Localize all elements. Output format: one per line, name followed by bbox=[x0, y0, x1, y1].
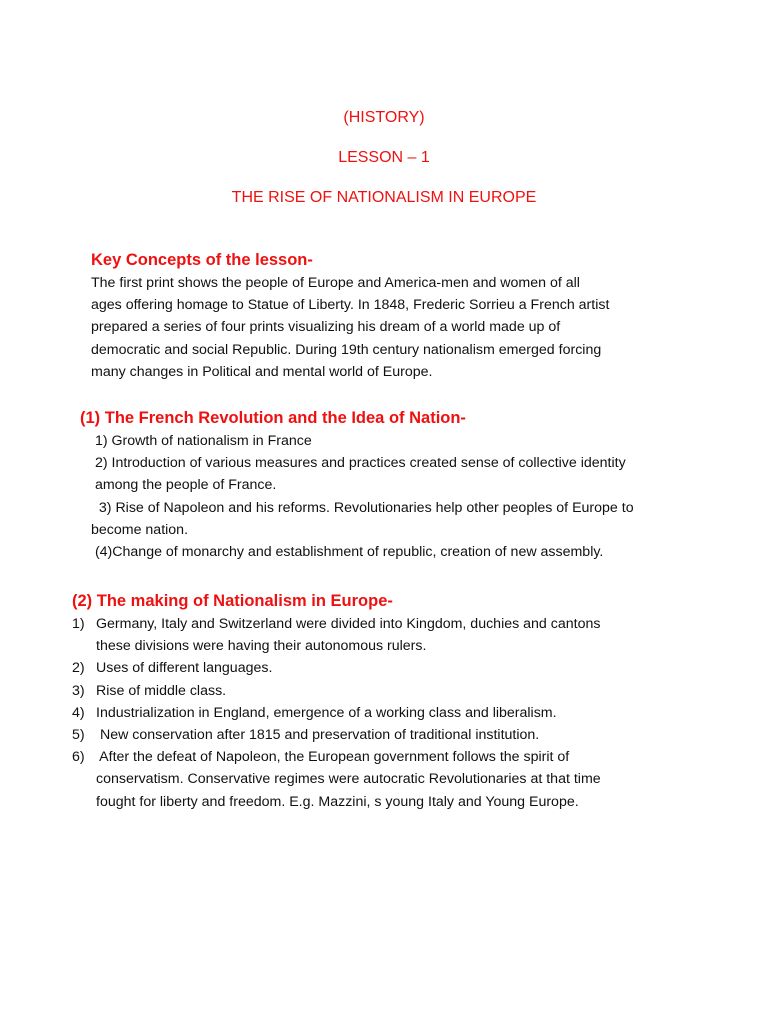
list-item bbox=[72, 657, 692, 679]
list-item bbox=[72, 613, 692, 657]
list-item bbox=[72, 680, 692, 702]
list-item bbox=[72, 724, 692, 746]
section1-item: 1) Growth of nationalism in France bbox=[91, 433, 312, 449]
list-item-text: these divisions were having their autonomous rulers. bbox=[96, 638, 427, 655]
paragraph-line: ages offering homage to Statue of Liberty. In 1848, Frederic Sorrieu a French artist bbox=[91, 297, 610, 314]
section1-item: 3) Rise of Napoleon and his reforms. Revolutionaries help other peoples of Europe to bbox=[91, 499, 634, 516]
section1-list bbox=[91, 430, 716, 563]
lesson-title: LESSON – 1 bbox=[338, 149, 430, 166]
paragraph-line: The first print shows the people of Europe and America-men and women of all bbox=[91, 275, 580, 291]
subject-title: (HISTORY) bbox=[343, 109, 425, 126]
list-item-number: 5) bbox=[72, 727, 85, 744]
list-item-text: Rise of middle class. bbox=[96, 682, 227, 699]
section1-item: 2) Introduction of various measures and practices created sense of collective identity bbox=[91, 455, 626, 472]
list-item-number: 3) bbox=[72, 682, 85, 699]
section1-heading: (1) The French Revolution and the Idea of Nation- bbox=[80, 409, 466, 427]
list-item-number: 2) bbox=[72, 660, 85, 677]
list-item bbox=[72, 746, 692, 813]
key-concepts-paragraph bbox=[91, 272, 691, 383]
list-item bbox=[72, 702, 692, 724]
chapter-title: THE RISE OF NATIONALISM IN EUROPE bbox=[231, 189, 537, 206]
paragraph-line: democratic and social Republic. During 19th century nationalism emerged forcing bbox=[91, 341, 602, 358]
list-item-text: conservatism. Conservative regimes were autocratic Revolutionaries at that time bbox=[96, 771, 601, 788]
section2-heading: (2) The making of Nationalism in Europe- bbox=[72, 592, 393, 610]
list-item-number: 6) bbox=[72, 749, 85, 766]
list-item-text: Germany, Italy and Switzerland were divided into Kingdom, duchies and cantons bbox=[96, 616, 601, 632]
list-item-text: Industrialization in England, emergence of a working class and liberalism. bbox=[96, 704, 557, 721]
key-concepts-heading: Key Concepts of the lesson- bbox=[91, 251, 313, 269]
list-item-text: Uses of different languages. bbox=[96, 660, 273, 677]
section1-item: become nation. bbox=[91, 521, 189, 538]
paragraph-line: many changes in Political and mental world of Europe. bbox=[91, 363, 433, 380]
list-item-text: fought for liberty and freedom. E.g. Mazzini, s young Italy and Young Europe. bbox=[96, 793, 579, 810]
section2-list bbox=[72, 613, 692, 813]
list-item-number: 4) bbox=[72, 704, 85, 721]
list-item-number: 1) bbox=[72, 616, 85, 632]
list-item-text: New conservation after 1815 and preservation of traditional institution. bbox=[96, 727, 540, 744]
list-item-text: After the defeat of Napoleon, the European government follows the spirit of bbox=[96, 749, 570, 766]
section1-item: (4)Change of monarchy and establishment of republic, creation of new assembly. bbox=[91, 544, 604, 561]
section1-item: among the people of France. bbox=[91, 477, 277, 494]
paragraph-line: prepared a series of four prints visualizing his dream of a world made up of bbox=[91, 319, 561, 336]
